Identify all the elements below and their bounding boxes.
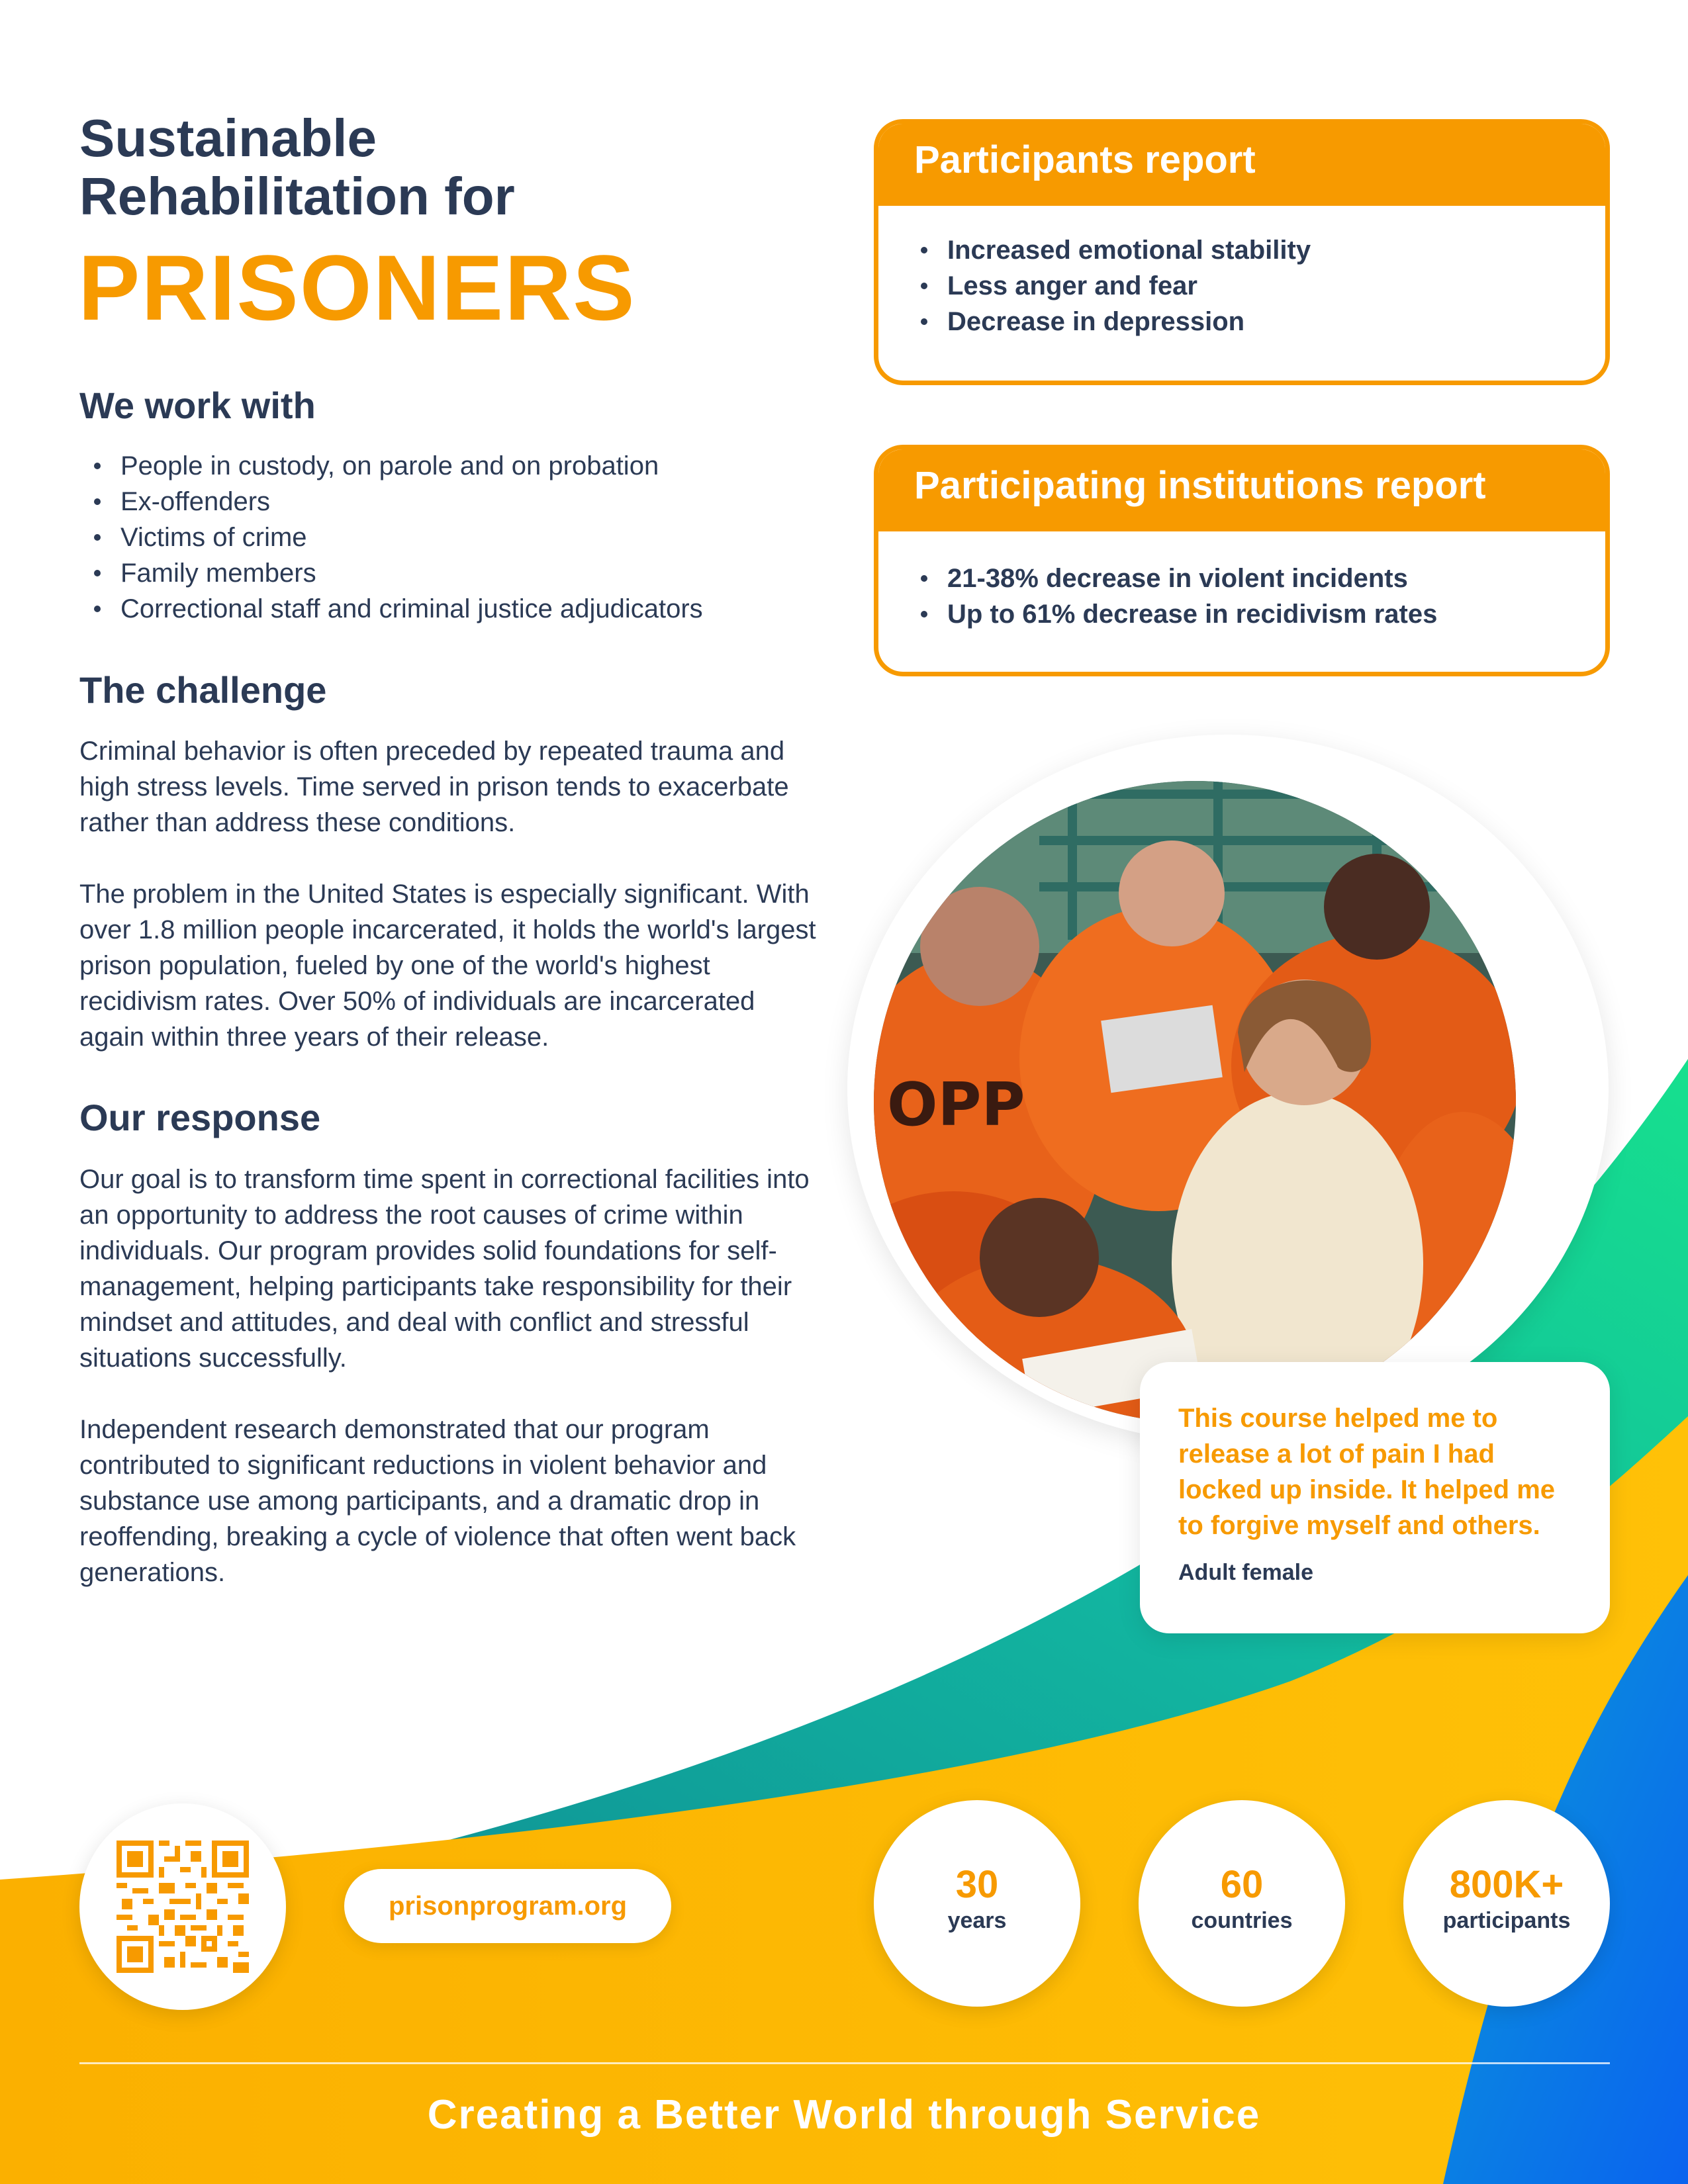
stat-label: participants: [1442, 1908, 1571, 1933]
page-title: [79, 109, 808, 226]
footer-divider: [79, 2062, 1610, 2064]
participants-report-card: [874, 119, 1610, 385]
challenge-paragraph-1: Criminal behavior is often preceded by repeated trauma and high stress levels. Time served in prison tends to exacerbate rather than address these conditions.: [79, 737, 789, 837]
qr-code[interactable]: [79, 1803, 286, 2010]
title-line-2: Rehabilitation for: [79, 167, 515, 226]
list-item: Less anger and fear: [918, 268, 1579, 304]
title-emphasis: PRISONERS: [78, 236, 636, 340]
response-paragraph-2: Independent research demonstrated that our program contributed to significant reductions in violent behavior and substance use among participants, and a dramatic drop in reoffending, breaking a cycle of violence that often went back generations.: [79, 1415, 796, 1587]
title-line-1: Sustainable: [79, 109, 377, 167]
participants-photo: [874, 781, 1516, 1423]
challenge-heading: The challenge: [79, 669, 327, 711]
list-item: People in custody, on parole and on probation: [86, 448, 847, 484]
participants-report-heading: Participants report: [878, 124, 1605, 206]
list-item: Decrease in depression: [918, 304, 1579, 340]
testimonial-card: [1140, 1362, 1610, 1633]
participants-report-list: [878, 206, 1605, 340]
list-item: Family members: [86, 555, 847, 591]
we-work-with-heading: We work with: [79, 385, 316, 426]
list-item: Correctional staff and criminal justice adjudicators: [86, 591, 847, 627]
qr-code-icon: [117, 1841, 249, 1973]
testimonial-author: Adult female: [1178, 1560, 1314, 1585]
svg-text:OPP: OPP: [887, 1070, 1025, 1140]
list-item: Victims of crime: [86, 520, 847, 555]
testimonial-quote: This course helped me to release a lot of pain I had locked up inside. It helped me to forgive myself and others.: [1178, 1404, 1556, 1540]
institutions-report-card: [874, 445, 1610, 676]
stat-value: 30: [955, 1863, 999, 1906]
list-item: Ex-offenders: [86, 484, 847, 520]
institutions-report-list: [878, 531, 1605, 632]
list-item: 21-38% decrease in violent incidents: [918, 561, 1579, 596]
we-work-with-list: [86, 448, 847, 627]
stat-participants: [1403, 1800, 1610, 2007]
website-link[interactable]: prisonprogram.org: [344, 1869, 671, 1943]
stat-value: 800K+: [1449, 1863, 1564, 1906]
stat-label: countries: [1191, 1908, 1293, 1933]
response-paragraph-1: Our goal is to transform time spent in correctional facilities into an opportunity to address the root causes of crime within individuals. Our program provides solid foundations for self-management, helping participants take responsibility for their mindset and attitudes, and deal with conflict and stressful situations successfully.: [79, 1165, 810, 1373]
stat-years: [874, 1800, 1080, 2007]
stat-label: years: [947, 1908, 1007, 1933]
stat-countries: [1139, 1800, 1345, 2007]
list-item: Increased emotional stability: [918, 232, 1579, 268]
challenge-paragraph-2: The problem in the United States is especially significant. With over 1.8 million people incarcerated, it holds the world's largest prison population, fueled by one of the world's highest recidivism rates. Over 50% of individuals are incarcerated again within three years of their release.: [79, 880, 816, 1052]
footer-tagline: Creating a Better World through Service: [427, 2092, 1261, 2138]
response-heading: Our response: [79, 1097, 321, 1138]
list-item: Up to 61% decrease in recidivism rates: [918, 596, 1579, 632]
institutions-report-heading: Participating institutions report: [878, 449, 1605, 531]
stat-value: 60: [1220, 1863, 1264, 1906]
